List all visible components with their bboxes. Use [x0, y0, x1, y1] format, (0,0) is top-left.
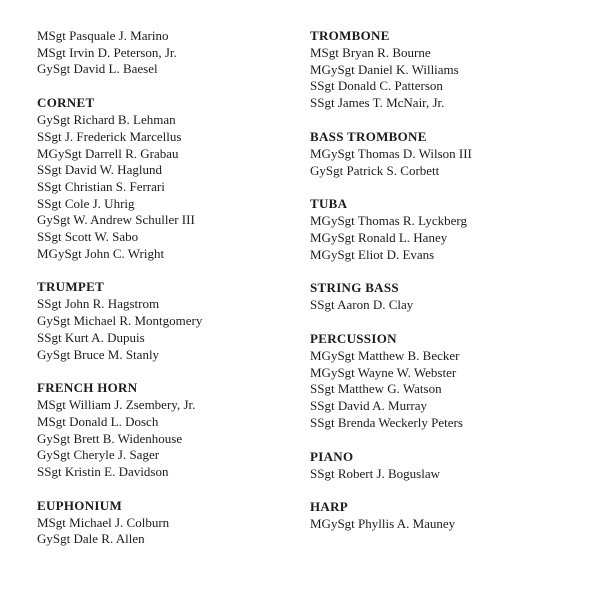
musician-name: SSgt Aaron D. Clay	[310, 297, 414, 313]
musician-name: SSgt Robert J. Boguslaw	[310, 465, 441, 481]
section-french-horn	[37, 380, 287, 481]
section-heading: TROMBONE	[310, 28, 390, 43]
musician-name: SSgt Brenda Weckerly Peters	[310, 414, 463, 430]
musician-name: MGySgt Daniel K. Williams	[310, 61, 459, 77]
section-heading: TUBA	[310, 196, 348, 212]
musician-name: SSgt Kristin E. Davidson	[37, 464, 169, 480]
section-trumpet	[37, 279, 287, 363]
musician-name: GySgt W. Andrew Schuller III	[37, 212, 195, 228]
musician-name: SSgt John R. Hagstrom	[37, 296, 160, 312]
musician-name: SSgt Matthew G. Watson	[310, 381, 442, 397]
musician-name: GySgt Michael R. Montgomery	[37, 313, 203, 329]
musician-name: MGySgt Eliot D. Evans	[310, 246, 435, 262]
section-heading: PERCUSSION	[310, 331, 397, 347]
musician-name: GySgt Brett B. Widenhouse	[37, 430, 183, 446]
musician-name: MSgt Bryan R. Bourne	[310, 45, 431, 60]
musician-name: SSgt Christian S. Ferrari	[37, 178, 165, 194]
musician-name: SSgt J. Frederick Marcellus	[37, 128, 182, 144]
musician-name: MSgt Michael J. Colburn	[37, 514, 170, 530]
musician-name: GySgt Cheryle J. Sager	[37, 447, 160, 463]
section-heading: HARP	[310, 499, 349, 515]
section-top	[37, 28, 287, 78]
musician-name: MSgt Pasquale J. Marino	[37, 28, 169, 43]
musician-name: SSgt Donald C. Patterson	[310, 78, 443, 94]
musician-name: MGySgt Phyllis A. Mauney	[310, 516, 456, 532]
section-heading: STRING BASS	[310, 280, 399, 296]
section-trombone	[310, 28, 580, 112]
musician-name: SSgt David A. Murray	[310, 398, 427, 414]
musician-name: MSgt Donald L. Dosch	[37, 413, 159, 429]
musician-name: GySgt David L. Baesel	[37, 61, 158, 77]
musician-name: GySgt Patrick S. Corbett	[310, 162, 440, 178]
musician-name: MSgt Irvin D. Peterson, Jr.	[37, 44, 177, 60]
section-bass-trombone	[310, 129, 580, 179]
section-heading: BASS TROMBONE	[310, 128, 427, 144]
roster-right-column	[310, 28, 580, 550]
musician-name: GySgt Dale R. Allen	[37, 531, 145, 547]
section-heading: PIANO	[310, 448, 354, 464]
section-string-bass	[310, 280, 580, 314]
section-tuba	[310, 196, 580, 263]
section-heading: CORNET	[37, 95, 95, 111]
musician-name: MGySgt Ronald L. Haney	[310, 229, 448, 245]
musician-name: MGySgt Matthew B. Becker	[310, 348, 460, 364]
section-piano	[310, 449, 580, 483]
musician-name: SSgt Cole J. Uhrig	[37, 195, 135, 211]
musician-name: GySgt Richard B. Lehman	[37, 112, 176, 128]
musician-name: MGySgt Thomas R. Lyckberg	[310, 213, 467, 229]
section-euphonium	[37, 498, 287, 548]
musician-name: MGySgt Wayne W. Webster	[310, 364, 457, 380]
musician-name: SSgt Kurt A. Dupuis	[37, 329, 145, 345]
musician-name: SSgt Scott W. Sabo	[37, 229, 139, 245]
musician-name: GySgt Bruce M. Stanly	[37, 346, 160, 362]
musician-name: MSgt William J. Zsembery, Jr.	[37, 397, 196, 413]
section-percussion	[310, 331, 580, 432]
roster-left-column	[37, 28, 287, 565]
musician-name: SSgt David W. Haglund	[37, 162, 162, 178]
musician-name: SSgt James T. McNair, Jr.	[310, 95, 445, 111]
section-cornet	[37, 95, 287, 262]
section-heading: FRENCH HORN	[37, 380, 138, 396]
musician-name: MGySgt Darrell R. Grabau	[37, 145, 179, 161]
musician-name: MGySgt Thomas D. Wilson III	[310, 145, 472, 161]
section-harp	[310, 499, 580, 533]
section-heading: TRUMPET	[37, 279, 105, 295]
section-heading: EUPHONIUM	[37, 497, 123, 513]
musician-name: MGySgt John C. Wright	[37, 245, 165, 261]
